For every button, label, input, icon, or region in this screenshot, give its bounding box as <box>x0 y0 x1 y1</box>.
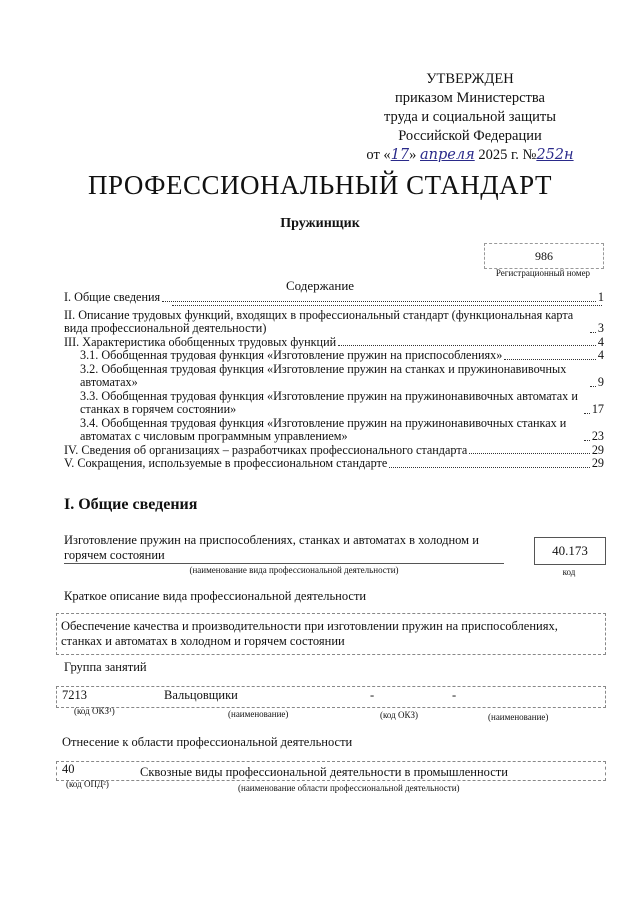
activity-name: Изготовление пружин на приспособлениях, станках и автоматах в холодном и горячем состоянии <box>64 533 504 564</box>
group-table <box>56 686 606 708</box>
okz-name-2-caption: (наименование) <box>488 712 549 722</box>
toc-heading: Содержание <box>285 278 355 293</box>
area-label: Отнесение к области профессиональной деятельности <box>62 735 353 749</box>
opd-code-caption: (код ОПД²) <box>66 779 109 789</box>
approval-year: 2025 г. № <box>478 147 537 163</box>
table-of-contents <box>64 291 604 471</box>
okz-name-2: - <box>452 688 457 702</box>
registration-caption: Регистрационный номер <box>495 268 591 278</box>
activity-caption: (наименование вида профессиональной деятельности) <box>189 565 399 575</box>
date-mid: » <box>409 147 417 163</box>
registration-number: 986 <box>484 243 604 269</box>
toc-item[interactable]: 3.3. Обобщенная трудовая функция «Изготовление пружин на пружинонавивочных автоматах и станках в горячем состоянии» 17 <box>80 388 604 416</box>
approved-line-3: труда и социальной защиты <box>384 109 556 125</box>
approval-block <box>350 70 590 165</box>
opd-name-caption: (наименование области профессиональной деятельности) <box>238 783 460 793</box>
purpose-box <box>56 613 606 655</box>
opd-name: Сквозные виды профессиональной деятельности в промышленности <box>140 765 508 779</box>
toc-item[interactable]: II. Описание трудовых функций, входящих в профессиональный стандарт (функциональная карта вида профессиональной деятельности) 3 <box>64 307 604 335</box>
document-title: ПРОФЕССИОНАЛЬНЫЙ СТАНДАРТ <box>87 170 553 200</box>
okz-code: 7213 <box>62 688 87 702</box>
toc-item[interactable]: I. Общие сведения 1 <box>64 290 604 304</box>
code-caption: код <box>562 567 576 577</box>
toc-item[interactable]: V. Сокращения, используемые в профессиональном стандарте 29 <box>64 456 604 470</box>
activity-code: 40.173 <box>534 537 606 565</box>
approval-date-line <box>350 146 590 165</box>
section-heading: I. Общие сведения <box>64 496 198 513</box>
toc-item[interactable]: 3.2. Обобщенная трудовая функция «Изготовление пружин на станках и пружинонавивочных автоматах» 9 <box>80 361 604 389</box>
approved-line-4: Российской Федерации <box>398 128 542 144</box>
okz-code-caption: (код ОКЗ¹) <box>74 706 115 716</box>
purpose-label: Краткое описание вида профессиональной деятельности <box>64 589 367 603</box>
okz-code-2-caption: (код ОКЗ) <box>380 710 418 720</box>
profession-title: Пружинщик <box>280 216 360 231</box>
approval-month: апреля <box>420 147 475 163</box>
toc-item[interactable]: IV. Сведения об организациях – разработчиках профессионального стандарта 29 <box>64 442 604 457</box>
approval-day: 17 <box>390 147 410 163</box>
order-number: 252н <box>536 147 574 163</box>
opd-code: 40 <box>62 762 75 776</box>
toc-item[interactable]: 3.1. Обобщенная трудовая функция «Изготовление пружин на приспособлениях» 4 <box>80 348 604 362</box>
date-prefix: от « <box>366 147 391 163</box>
okz-name: Вальцовщики <box>164 688 238 702</box>
approved-line-2: приказом Министерства <box>395 90 545 106</box>
toc-item[interactable]: III. Характеристика обобщенных трудовых функций 4 <box>64 334 604 349</box>
approved-title: УТВЕРЖДЕН <box>426 71 514 87</box>
group-label: Группа занятий <box>64 660 147 674</box>
okz-code-2: - <box>370 688 375 702</box>
toc-item[interactable]: 3.4. Обобщенная трудовая функция «Изготовление пружин на пружинонавивочных станках и автоматах с числовым программным управлением» 23 <box>80 415 604 443</box>
okz-name-caption: (наименование) <box>228 709 289 719</box>
purpose-text: Обеспечение качества и производительности при изготовлении пружин на приспособлениях, станках и автоматах в холодном и горячем состоянии <box>61 619 558 648</box>
